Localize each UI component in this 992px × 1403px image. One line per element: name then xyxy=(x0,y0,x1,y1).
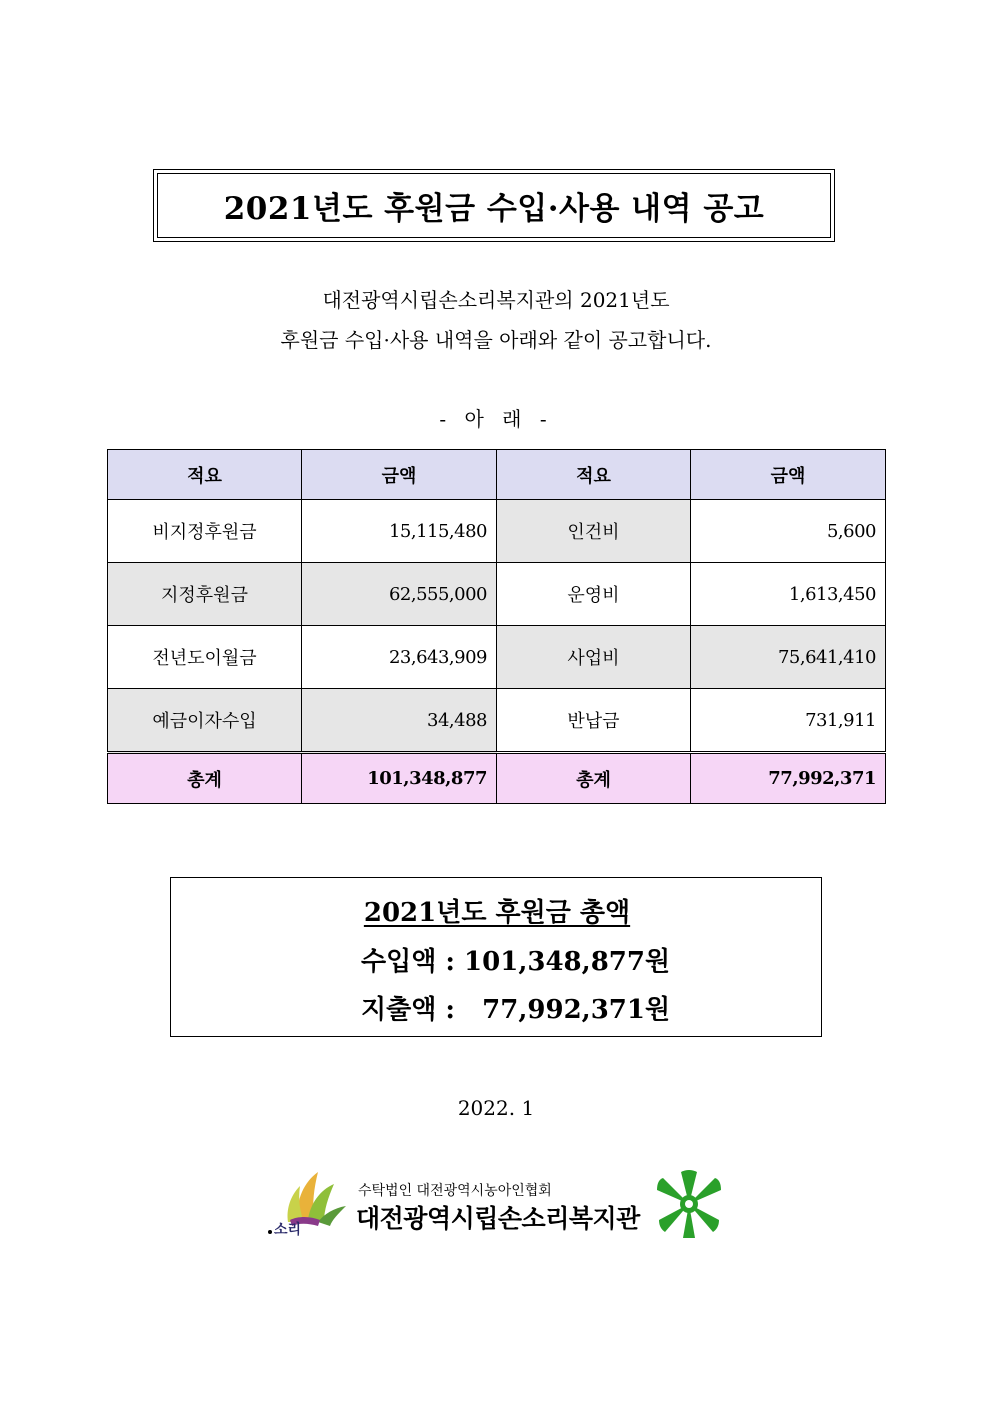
table-total-row xyxy=(108,753,886,804)
income-amount: 23,643,909 xyxy=(302,626,497,689)
announcement-date: 2022. 1 xyxy=(457,1096,535,1120)
intro-line-2: 후원금 수입·사용 내역을 아래와 같이 공고합니다. xyxy=(280,328,712,352)
header-expense-label: 적요 xyxy=(497,450,691,500)
expense-amount: 5,600 xyxy=(691,500,886,563)
header-income-amount: 금액 xyxy=(302,450,497,500)
income-label: 전년도이월금 xyxy=(108,626,302,689)
expense-amount: 75,641,410 xyxy=(691,626,886,689)
org-main-label: 대전광역시립손소리복지관 xyxy=(356,1204,640,1233)
org-sub-label: 수탁법인 대전광역시농아인협회 xyxy=(358,1183,552,1199)
total-income-label: 총계 xyxy=(108,753,302,804)
summary-title xyxy=(171,892,823,929)
expense-amount: 731,911 xyxy=(691,689,886,753)
header-expense-amount: 금액 xyxy=(691,450,886,500)
table-row xyxy=(108,626,886,689)
income-amount: 34,488 xyxy=(302,689,497,753)
header-income-label: 적요 xyxy=(108,450,302,500)
summary-title-text: 2021년도 후원금 총액 xyxy=(363,898,631,928)
total-income-amount: 101,348,877 xyxy=(302,753,497,804)
intro-line-1: 대전광역시립손소리복지관의 2021년도 xyxy=(322,288,670,312)
total-expense-label: 총계 xyxy=(497,753,691,804)
expense-label: 인건비 xyxy=(497,500,691,563)
expense-amount: 1,613,450 xyxy=(691,563,886,626)
expense-label: 반납금 xyxy=(497,689,691,753)
table-row xyxy=(108,500,886,563)
page-title: 2021년도 후원금 수입·사용 내역 공고 xyxy=(223,191,765,227)
section-label: - 아 래 - xyxy=(439,407,553,431)
table-row xyxy=(108,689,886,753)
table-header-row xyxy=(108,450,886,500)
expense-label: 사업비 xyxy=(497,626,691,689)
logo-left-text: 소리 xyxy=(274,1222,302,1238)
summary-income-line: 수입액 : 101,348,877원 xyxy=(361,947,671,977)
summary-box xyxy=(170,877,822,1037)
income-amount: 15,115,480 xyxy=(302,500,497,563)
summary-expense-line: 지출액 : 77,992,371원 xyxy=(361,995,671,1025)
title-box-inner xyxy=(157,173,831,238)
income-label: 지정후원금 xyxy=(108,563,302,626)
sonsori-logo-icon xyxy=(268,1170,352,1240)
income-amount: 62,555,000 xyxy=(302,563,497,626)
income-expense-table xyxy=(107,449,886,804)
table-row xyxy=(108,563,886,626)
title-box xyxy=(153,169,835,242)
income-label: 비지정후원금 xyxy=(108,500,302,563)
green-flower-logo-icon xyxy=(653,1170,725,1240)
income-label: 예금이자수입 xyxy=(108,689,302,753)
total-expense-amount: 77,992,371 xyxy=(691,753,886,804)
expense-label: 운영비 xyxy=(497,563,691,626)
